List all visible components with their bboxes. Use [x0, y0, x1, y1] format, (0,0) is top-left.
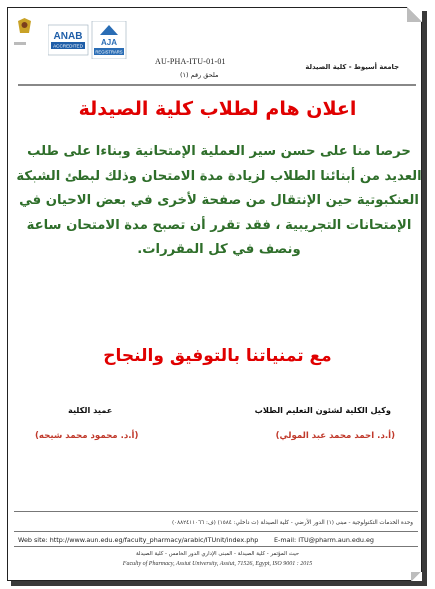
footer-unit-info: وحدة الخدمات التكنولوجية - مبنى (١) الدور الأرضي - كلية الصيدلة (ت داخلي: ١٥٨٤) (ف: ٠٨٨٢٤١١٠٦٦) — [171, 520, 413, 526]
annex-number: ملحق رقم (١) — [180, 71, 219, 79]
footer-email: E-mail: ITU@pharm.aun.edu.eg — [274, 536, 374, 544]
aja-sub-text: REGISTRARS — [95, 49, 123, 55]
footer-divider-bottom — [14, 546, 418, 547]
footer-divider-middle — [14, 531, 418, 532]
page-shadow-bottom — [11, 581, 427, 586]
page-corner-fold — [407, 7, 422, 22]
dean-name: (أ.د. محمود محمد شيحه) — [35, 431, 139, 441]
aja-logo-text: AJA — [100, 38, 118, 47]
university-name: جامعة أسيوط - كلية الصيدلة — [305, 63, 399, 71]
university-emblem-icon — [18, 18, 31, 33]
aja-registrars-icon — [92, 21, 126, 59]
anab-logo-text: ANAB — [53, 31, 83, 42]
footer-divider-top — [14, 511, 418, 512]
anab-accreditation-icon — [48, 25, 88, 55]
page-corner-fold-bottom — [411, 572, 422, 581]
footer-website: Web site: http://www.aun.edu.eg/faculty_pharmacy/arabic/ITUnit/index.php — [18, 536, 259, 544]
announcement-title: اعلان هام لطلاب كلية الصيدلة — [78, 98, 357, 120]
anab-sub-text: ACCREDITED — [53, 43, 83, 49]
footer-address-english: Faculty of Pharmacy, Assiut University, Assiut, 71526, Egypt, ISO 9001 : 2015 — [122, 561, 313, 567]
dean-title: عميد الكلية — [68, 405, 113, 415]
announcement-body: حرصا منا على حسن سير العملية الإمتحانية وبناءا على طلب العديد من أبنائنا الطلاب لزيادة مدة الامتحان وذلك لبطئ الشبكة العنكبوتية حين الإنتقال من صفحة لأخرى في بعض الاحيان في الإمتحانات التجريبية ، فقد تقرر أن تصبح مدة الامتحان ساعة ونصف في كل المقررات. — [16, 144, 422, 257]
header-divider — [18, 84, 416, 86]
closing-wish: مع تمنياتنا بالتوفيق والنجاح — [103, 346, 332, 366]
page-border — [7, 7, 422, 581]
emblem-caption-line — [14, 42, 26, 45]
accreditation-badges — [48, 21, 128, 59]
footer-address-arabic: حيث المؤتمر - كلية الصيدلة - المبنى الإداري الدور الخامس - كلية الصيدلة — [135, 551, 300, 557]
document-code: AU-PHA-ITU-01-01 — [155, 57, 226, 66]
vice-dean-title: وكيل الكلية لشئون التعليم الطلاب — [254, 405, 391, 415]
vice-dean-name: (أ.د. احمد محمد عبد المولي) — [275, 431, 395, 441]
